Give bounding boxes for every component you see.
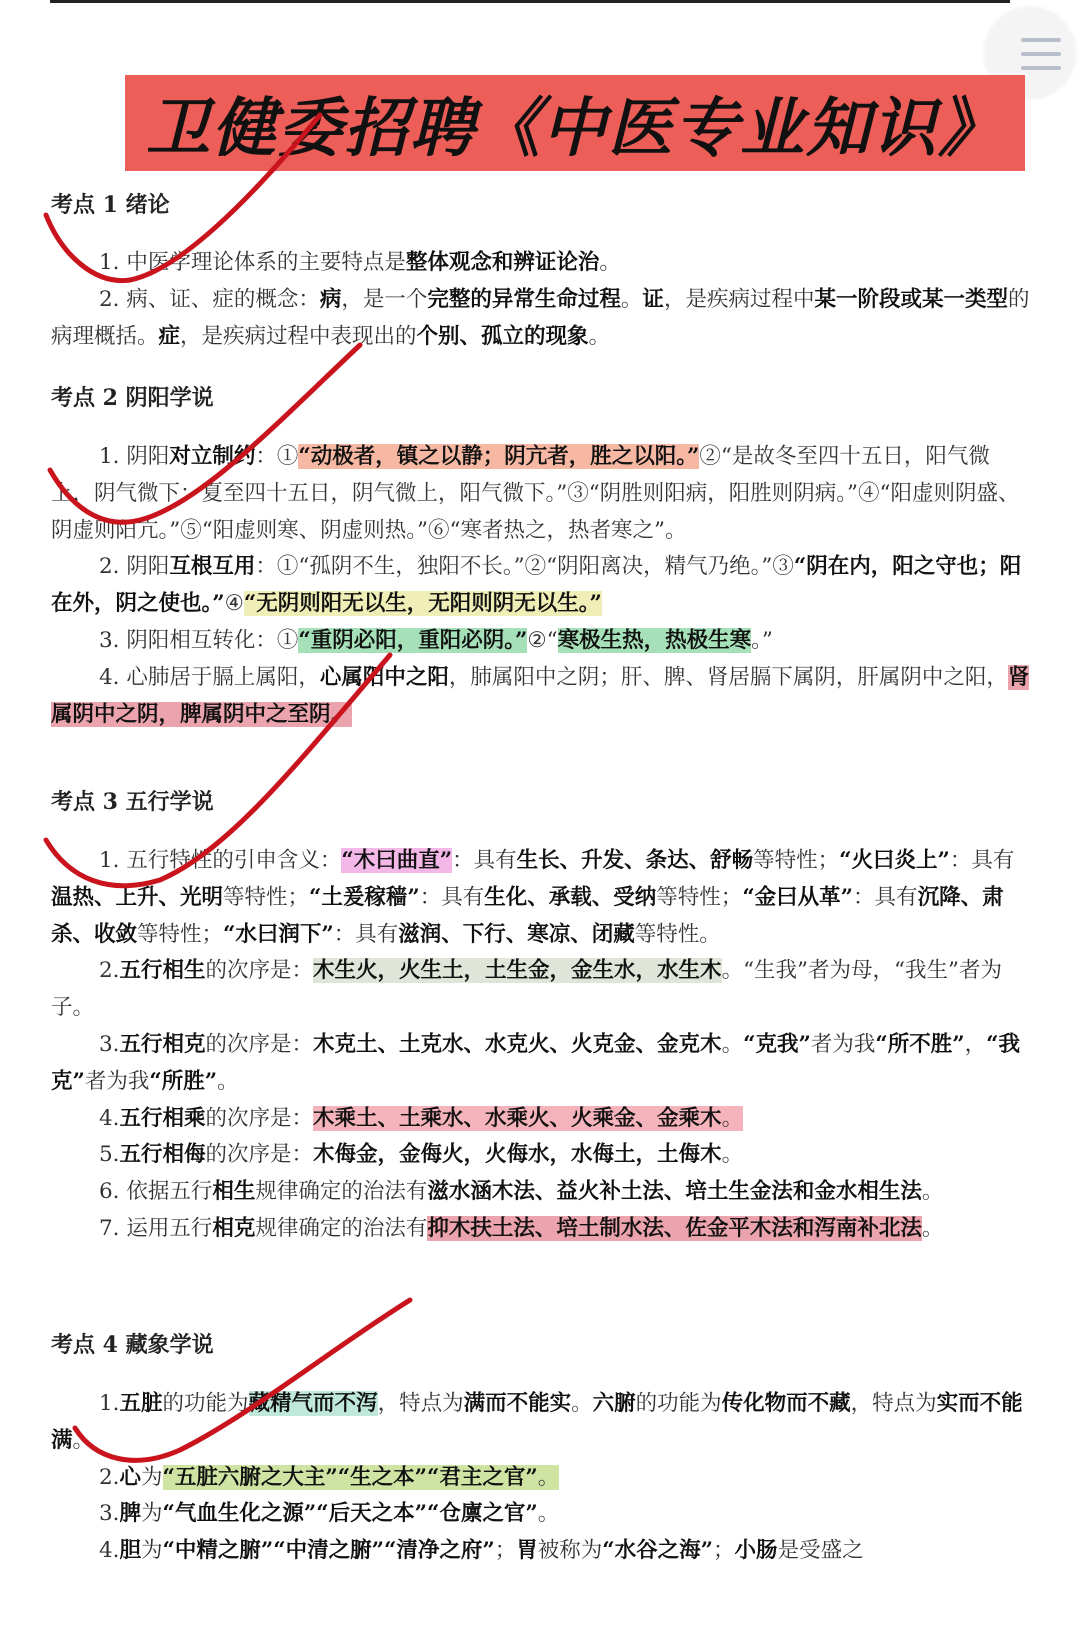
s2-paragraphs: 1. 阴阳对立制约：①“动极者，镇之以静；阴亢者，胜之以阳。”②“是故冬至四十五日，阳气微上，阴气微下；夏至四十五日，阴气微上，阳气微下。”③“阴胜则阳病，阳胜则阴病。”④“阳虚则阴盛、阴虚则阳亢。”⑤“阳虚则寒、阴虚则热。”⑥“寒者热之，热者寒之”。 2. 阴阳互根互用：①“孤阴不生，独阳不长。”②“阴阳离决，精气乃绝。”③“阴在内，阳之守也；阳在外，阴之使也。”④“无阴则阳无以生，无阳则阴无以生。” 3. 阴阳相互转化：①“重阴必阳，重阳必阴。”②“寒极生热，热极生寒。” 4. 心肺居于膈上属阳，心属阳中之阳，肺属阳中之阴；肝、脾、肾居膈下属阴，肝属阴中之阳，肾属阴中之阴，脾属阴中之至阴。 (51, 444, 1030, 727)
s1-paragraph-1: 1. 中医学理论体系的主要特点是整体观念和辨证论治。 2. 病、证、症的概念：病，是一个完整的异常生命过程。证，是疾病过程中某一阶段或某一类型的病理概括。症，是疾病过程中表现出的个别、孤立的现象。 (51, 250, 1030, 349)
section-title-4: 考点 4 藏象学说 (51, 1332, 214, 1358)
hamburger-icon (1021, 38, 1061, 42)
page-title: 卫健委招聘《中医专业知识》 (146, 92, 1004, 166)
top-rule (50, 0, 1010, 3)
s4-paragraphs: 1.五脏的功能为藏精气而不泻，特点为满而不能实。六腑的功能为传化物而不藏，特点为实而不能满。 2.心为“五脏六腑之大主”“生之本”“君主之官”。 3.脾为“气血生化之源”“后天之本”“仓廪之官”。 4.胆为“中精之腑”“中清之腑”“清净之府”；胃被称为“水谷之海”；小肠是受盛之 (51, 1391, 1023, 1564)
section-title-3: 考点 3 五行学说 (51, 789, 214, 815)
section-title-1: 考点 1 绪论 (51, 192, 170, 218)
title-banner (125, 75, 1025, 171)
section-title-2: 考点 2 阴阳学说 (51, 385, 214, 411)
s3-paragraphs: 1. 五行特性的引申含义：“木曰曲直”：具有生长、升发、条达、舒畅等特性；“火曰炎上”：具有温热、上升、光明等特性；“土爰稼穑”：具有生化、承载、受纳等特性；“金曰从革”：具有沉降、肃杀、收敛等特性；“水曰润下”：具有滋润、下行、寒凉、闭藏等特性。 2.五行相生的次序是：木生火，火生土，土生金，金生水，水生木。“生我”者为母，“我生”者为子。 3.五行相克的次序是：木克土、土克水、水克火、火克金、金克木。“克我”者为我“所不胜”，“我克”者为我“所胜”。 4.五行相乘的次序是：木乘土、土乘水、水乘火、火乘金、金乘木。 5.五行相侮的次序是：木侮金，金侮火，火侮水，水侮土，土侮木。 6. 依据五行相生规律确定的治法有滋水涵木法、益火补土法、培土生金法和金水相生法。 7. 运用五行相克规律确定的治法有抑木扶土法、培土制水法、佐金平木法和泻南补北法。 (51, 848, 1020, 1241)
